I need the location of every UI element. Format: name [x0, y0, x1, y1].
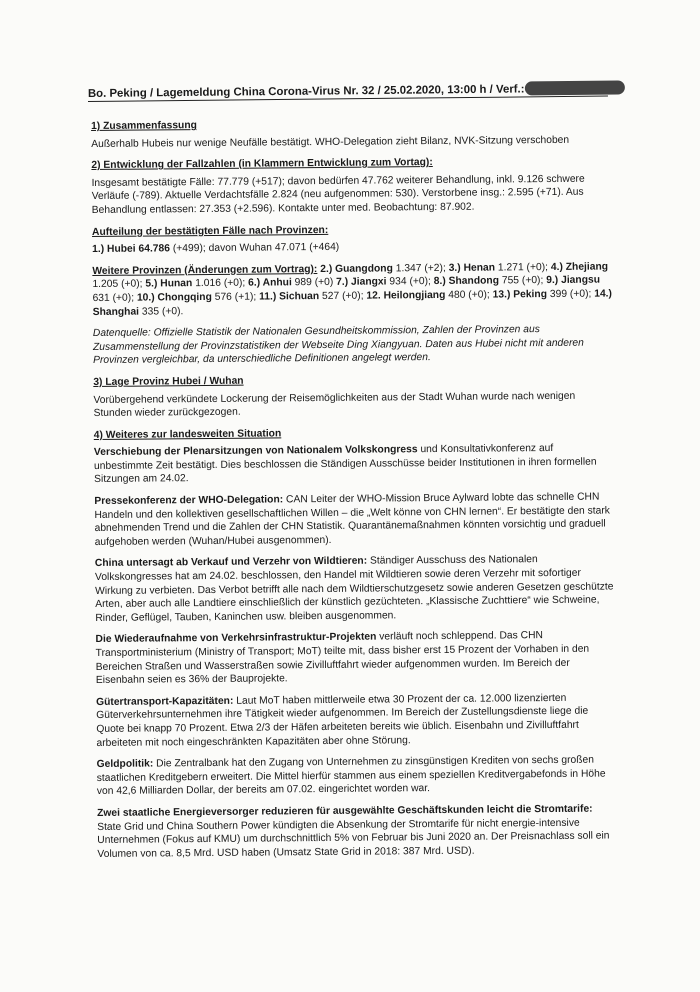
national-paragraph [96, 691, 616, 750]
national-paragraph [95, 629, 615, 688]
province-item [490, 289, 592, 301]
summary-text: Außerhalb Hubeis nur wenige Neufälle bestätigt. WHO-Delegation zieht Bilanz, NVK-Sitzung verschoben [91, 134, 570, 150]
hubei-text: Vorübergehend verkündete Lockerung der Reisemöglichkeiten aus der Stadt Wuhan wurde nach wenigen Stunden wieder zurückgezogen. [93, 390, 576, 420]
paragraph-lead: Pressekonferenz der WHO-Delegation: [94, 494, 284, 508]
province-name: 2.) Guangdong [317, 263, 393, 275]
paragraph-lead: Gütertransport-Kapazitäten: [96, 695, 234, 708]
section-heading-case-numbers: 2) Entwicklung der Fallzahlen (in Klammern Entwicklung zum Vortag): [91, 157, 433, 172]
province-item [256, 291, 363, 303]
province-value: 1.347 (+2); [392, 262, 446, 275]
province-value: 1.205 (+0); [92, 278, 143, 291]
province-item [317, 263, 446, 275]
province-name: 10.) Chongqing [134, 291, 212, 304]
province-item [245, 277, 333, 289]
province-value: 1.016 (+0); [192, 278, 246, 290]
province-name: 14.) Shanghai [92, 288, 613, 318]
national-paragraph [95, 553, 616, 626]
hubei-label: 1.) Hubei 64.786 [92, 243, 171, 256]
province-name: 11.) Sichuan [256, 290, 320, 303]
paragraph-lead: Die Wiederaufnahme von Verkehrsinfrastruktur-Projekten [95, 631, 377, 646]
province-name: 7.) Jiangxi [333, 276, 387, 289]
province-name: 9.) Jiangsu [543, 274, 601, 287]
paragraph-text: verläuft noch schleppend. Das CHN Transportministerium (Ministry of Transport; MoT) teilte mit, dass bisher erst 15 Prozent der Vorhaben in den Bereichen Straßen und Wasserstraßen sowie Zivilluftfahrt wieder aufgenommen wurden. Im Bereich der Eisenbahn seien es 36% der Bauprojekte. [95, 630, 590, 687]
provinces-heading: Aufteilung der bestätigten Fälle nach Provinzen: [91, 224, 329, 238]
header-title: Bo. Peking / Lagemeldung China Corona-Virus Nr. 32 / 25.02.2020, 13:00 h / Verf.: [87, 83, 525, 101]
province-item [363, 289, 489, 301]
province-name: 4.) Zhejiang [547, 261, 609, 273]
province-value: 631 (+0); [92, 292, 135, 304]
national-paragraph [94, 442, 614, 487]
national-paragraph [97, 754, 617, 799]
paragraph-text: CAN Leiter der WHO-Mission Bruce Aylward lobte das schnelle CHN Handeln und den kollektiven gesellschaftlichen Willen – die „Welt könne von CHN lernen“. Er bestätigte den stark abnehmenden Trend und die Zahlen der CHN Statistik. Quarantänemaßnahmen könnten vorsichtig und graduell aufgehoben werden (Wuhan/Hubei ausgenommen). [94, 491, 610, 548]
paragraph-lead: Zwei staatliche Energieversorger reduzieren für ausgewählte Geschäftskunden leicht die Stromtarife: [97, 803, 593, 819]
paragraph-text: Laut MoT haben mittlerweile etwa 30 Prozent der ca. 12.000 lizenzierten Güterverkehrsunternehmen ihre Tätigkeit wieder aufgenommen. Im Bereich der Zustellungsdienste liege die Quote bei knapp 70 Prozent. Etwa 2/3 der Häfen arbeiteten bereits wie üblich. Eisenbahn und Zivilluftfahrt arbeiteten mit noch eingeschränkten Kapazitäten aber ohne Störung. [96, 692, 589, 749]
paragraph-text: Die Zentralbank hat den Zugang von Unternehmen zu zinsgünstigen Krediten von sechs großen staatlichen Kreditgebern erweitert. Die Mittel hierfür stammen aus einem speziellen Kreditvergabefonds in Höhe von 42,6 Milliarden Dollar, der bereits am 07.02. eingerichtet worden war. [96, 754, 606, 798]
national-paragraph [94, 491, 614, 550]
province-value: 989 (+0) [291, 277, 334, 289]
province-item [333, 276, 431, 288]
section-heading-summary: 1) Zusammenfassung [91, 120, 197, 132]
province-item [431, 275, 544, 287]
province-value: 399 (+0); [546, 288, 592, 300]
more-provinces-heading: Weitere Provinzen (Änderungen zum Vortrag): [92, 263, 318, 277]
paragraph-lead: Verschiebung der Plenarsitzungen von Nationalem Volkskongress [93, 444, 418, 459]
province-item [134, 292, 256, 304]
paragraph-lead: China untersagt ab Verkauf und Verzehr von Wildtieren: [94, 556, 368, 570]
provinces-paragraph [92, 260, 612, 319]
province-name: 5.) Hunan [142, 278, 193, 290]
province-value: 576 (+1); [211, 291, 257, 303]
national-paragraph [97, 802, 617, 861]
national-paragraphs [94, 442, 618, 862]
province-value: 934 (+0); [386, 276, 431, 288]
province-value: 1.271 (+0); [494, 261, 549, 274]
section-heading-hubei: 3) Lage Provinz Hubei / Wuhan [93, 375, 244, 388]
province-value: 527 (+0); [319, 290, 364, 302]
hubei-rest: (+499); davon Wuhan 47.071 (+464) [169, 241, 340, 255]
paragraph-text: und Konsultativkonferenz auf unbestimmte Zeit bestätigt. Dies beschlossen die Ständigen Ausschüsse beider Institutionen in ihren formellen Sitzungen am 24.02. [93, 443, 597, 486]
province-value: 480 (+0); [445, 289, 490, 301]
document-body [91, 115, 618, 869]
paragraph-text: State Grid und China Southern Power kündigten die Absenkung der Stromtarife für nicht energie-intensive Unternehmen (Fokus auf KMU) um durchschnittlich 5% von Februar bis Juni 2020 an. Der Preisnachlass soll ein Volumen von ca. 8,5 Mrd. USD haben (Umsatz State Grid in 2018: 387 Mrd. USD). [97, 817, 610, 860]
province-value: 335 (+0). [138, 305, 184, 318]
paragraph-text: Ständiger Ausschuss des Nationalen Volkskongresses hat am 24.02. beschlossen, den Handel mit Wildtieren sowie deren Verzehr mit sofortiger Wirkung zu verbieten. Das Verbot betrifft alle nach dem Wildtierschutzgesetz sowie anderen Gesetzen geschützte Arten, aber auch alle Landtiere einschließlich der künstlich gezüchteten. „Klassische Zuchttiere“ wie Schweine, Rinder, Geflügel, Tauben, Kaninchen usw. bleiben ausgenommen. [94, 554, 614, 624]
case-numbers-text: Insgesamt bestätigte Fälle: 77.779 (+517); davon bedürfen 47.762 weiterer Behandlung, inkl. 9.126 schwere Verläufe (-789). Aktuelle Verdachtsfälle 2.824 (neu aufgenommen: 530). Verstorbene insg.: 2.595 (+71). Aus Behandlung entlassen: 27.353 (+2.596). Kontakte unter med. Beobachtung: 87.902. [91, 173, 585, 216]
province-name: 3.) Henan [445, 262, 496, 274]
document-header [88, 81, 608, 102]
redacted-author [524, 80, 624, 95]
paragraph-lead: Geldpolitik: [96, 758, 154, 771]
province-name: 13.) Peking [489, 288, 548, 301]
province-value: 755 (+0); [498, 275, 544, 287]
province-name: 6.) Anhui [245, 277, 292, 290]
province-name: 12. Heilongjiang [363, 289, 446, 302]
province-name: 8.) Shandong [430, 275, 500, 288]
province-item [142, 278, 245, 290]
section-heading-national: 4) Weiteres zur landesweiten Situation [93, 428, 282, 441]
province-item [446, 262, 548, 274]
source-note: Datenquelle: Offizielle Statistik der Nationalen Gesundheitskommission, Zahlen der Provinzen aus Zusammenstellung der Provinzstatistiken der Webseite Ding Xiangyuan. Daten aus Hubei nicht mit anderen Provinzen vergleichbar, da unterschiedliche Definitionen angelegt werden. [92, 324, 584, 367]
hubei-line [92, 239, 612, 257]
